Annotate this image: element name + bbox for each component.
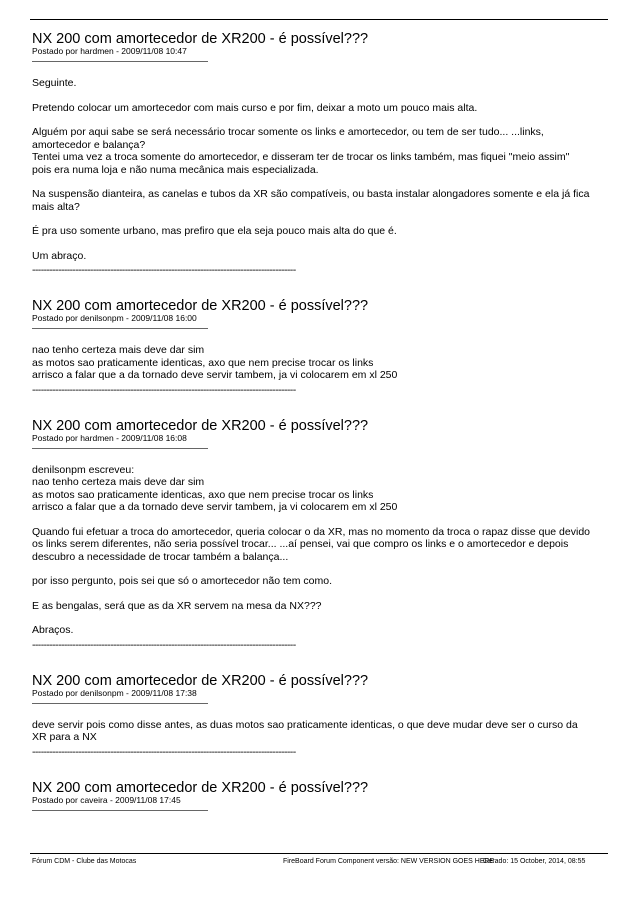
post-title: NX 200 com amortecedor de XR200 - é possível??? — [32, 417, 369, 434]
post-separator: ------------------------------------------------------------------------------------------- — [32, 745, 296, 758]
post-paragraph: Alguém por aqui sabe se será necessário trocar somente os links e amortecedor, ou tem de ser tudo... ...links, amortecedor e balança? Tentei uma vez a troca somente do amortecedor, e disseram ter de trocar os links também, mas fiquei "meio assim" pois era numa loja e não numa mecânica mais especializada. — [32, 126, 570, 176]
forum-post — [32, 298, 612, 396]
top-rule — [30, 19, 608, 20]
post-meta: Postado por hardmen - 2009/11/08 16:08 — [32, 432, 187, 443]
footer-component-version: FireBoard Forum Component versão: NEW VERSION GOES HERE — [283, 858, 495, 865]
post-title: NX 200 com amortecedor de XR200 - é possível??? — [32, 779, 369, 796]
post-meta: Postado por denilsonpm - 2009/11/08 16:00 — [32, 313, 197, 323]
forum-post — [32, 418, 612, 651]
meta-divider — [32, 703, 208, 704]
post-meta: Postado por caveira - 2009/11/08 17:45 — [32, 794, 181, 805]
post-paragraph: E as bengalas, será que as da XR servem na mesa da NX??? — [32, 599, 322, 612]
meta-divider — [32, 61, 208, 62]
meta-divider — [32, 810, 208, 811]
footer-rule — [30, 853, 608, 854]
post-paragraph: Abraços. — [32, 624, 74, 636]
forum-post — [32, 673, 612, 758]
post-meta: Postado por denilsonpm - 2009/11/08 17:38 — [32, 687, 197, 698]
post-paragraph: por isso pergunto, pois sei que só o amortecedor não tem como. — [32, 575, 332, 587]
post-title: NX 200 com amortecedor de XR200 - é possível??? — [32, 298, 369, 314]
post-paragraph: Um abraço. — [32, 249, 87, 262]
post-paragraph: É pra uso somente urbano, mas prefiro que ela seja pouco mais alta do que é. — [32, 225, 397, 237]
post-paragraph: deve servir pois como disse antes, as duas motos sao praticamente identicas, o que deve mudar deve ser o curso da XR para a NX — [32, 718, 578, 743]
post-separator: ------------------------------------------------------------------------------------------- — [32, 383, 296, 396]
post-paragraph: Seguinte. — [32, 77, 77, 89]
post-paragraph: nao tenho certeza mais deve dar sim as motos sao praticamente identicas, axo que nem precise trocar os links arrisco a falar que a da tornado deve servir tambem, ja vi colocarem em xl 250 — [32, 344, 398, 381]
post-paragraph: Na suspensão dianteira, as canelas e tubos da XR são compatíveis, ou basta instalar alongadores somente e ela já fica mais alta? — [32, 188, 590, 213]
meta-divider — [32, 448, 208, 449]
forum-thread — [32, 31, 612, 826]
forum-post — [32, 31, 612, 276]
forum-post — [32, 780, 612, 811]
footer-generated-date: Gerado: 15 October, 2014, 08:55 — [483, 858, 586, 865]
quoted-paragraph: denilsonpm escreveu: nao tenho certeza mais deve dar sim as motos sao praticamente identicas, axo que nem precise trocar os links arrisco a falar que a da tornado deve servir tambem, ja vi colocarem em xl 250 — [32, 463, 398, 513]
post-paragraph: Pretendo colocar um amortecedor com mais curso e por fim, deixar a moto um pouco mais alta. — [32, 101, 478, 114]
post-meta: Postado por hardmen - 2009/11/08 10:47 — [32, 46, 187, 56]
footer-site-name: Fórum CDM - Clube das Motocas — [32, 858, 137, 865]
post-title: NX 200 com amortecedor de XR200 - é possível??? — [32, 672, 369, 689]
post-separator: ------------------------------------------------------------------------------------------- — [32, 264, 296, 276]
post-paragraph: Quando fui efetuar a troca do amortecedor, queria colocar o da XR, mas no momento da troca o rapaz disse que devido os links serem diferentes, não seria possível trocar... ...aí pensei, vai que compro os links e o amortecedor e depois descubro a necessidade de trocar também a balança... — [32, 525, 590, 563]
post-separator: ------------------------------------------------------------------------------------------- — [32, 638, 296, 651]
post-title: NX 200 com amortecedor de XR200 - é possível??? — [32, 31, 369, 47]
meta-divider — [32, 328, 208, 329]
